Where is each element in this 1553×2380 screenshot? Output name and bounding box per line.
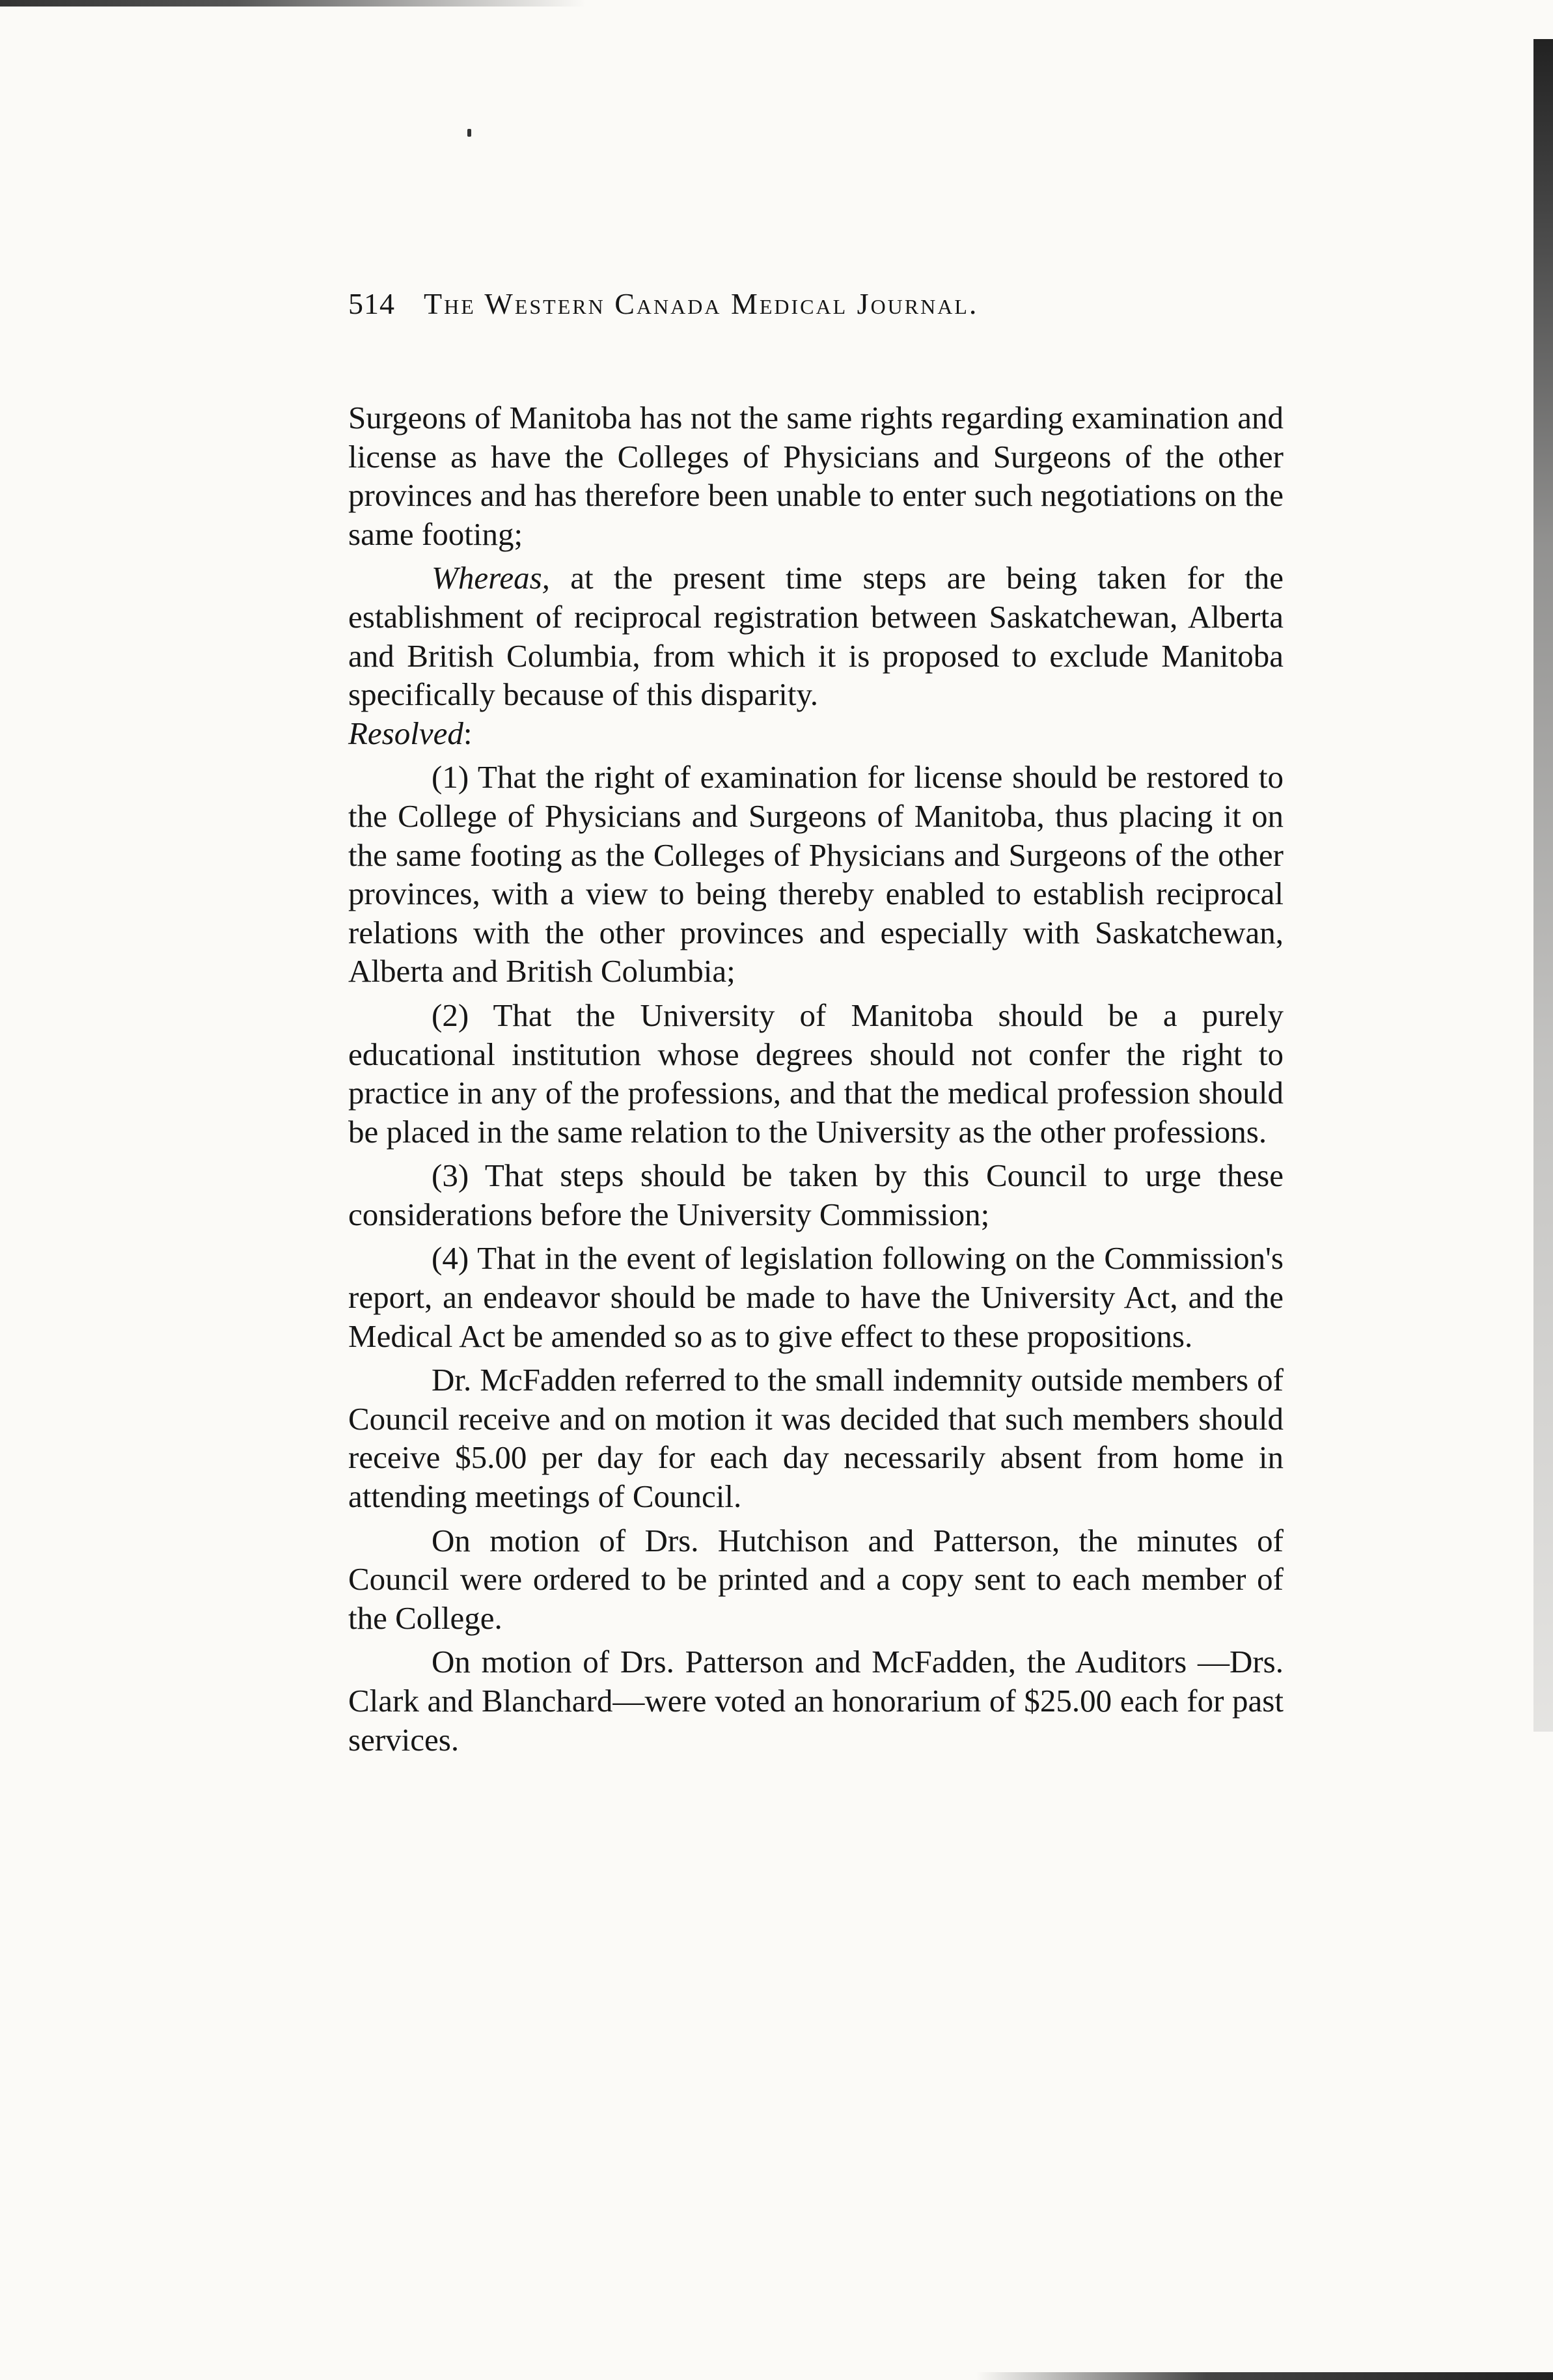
journal-title: The Western Canada Medical Journal. bbox=[424, 287, 979, 320]
paragraph-text: (2) That the University of Manitoba should be a purely educational institution whose degrees should not confer the right to practice in any of the professions, and that the medical profession should be placed in the same relation to the University as the other professions. bbox=[348, 997, 1284, 1150]
paragraph-whereas bbox=[348, 559, 1284, 713]
resolution-item-4 bbox=[348, 1239, 1284, 1355]
resolution-item-3 bbox=[348, 1156, 1284, 1234]
paragraph-text: : bbox=[463, 715, 473, 751]
scan-speck bbox=[467, 129, 471, 137]
paragraph-resolved bbox=[348, 714, 1284, 753]
paragraph-minutes bbox=[348, 1521, 1284, 1638]
paragraph-continuation bbox=[348, 398, 1284, 553]
whereas-lead: Whereas, bbox=[432, 560, 550, 596]
running-head bbox=[348, 286, 1285, 339]
paragraph-text: On motion of Drs. Patterson and McFadden, the Auditors —Drs. Clark and Blanchard—were voted an honorarium of $25.00 each for past services. bbox=[348, 1644, 1284, 1758]
body-text bbox=[348, 398, 1284, 1759]
resolved-lead: Resolved bbox=[348, 715, 463, 751]
scan-top-edge bbox=[0, 0, 586, 7]
paragraph-indemnity bbox=[348, 1361, 1284, 1515]
paragraph-text: Dr. McFadden referred to the small indemnity outside members of Council receive and on motion it was decided that such members should receive $5.00 per day for each day necessarily absent from home in attending meetings of Council. bbox=[348, 1362, 1284, 1515]
page-number: 514 bbox=[348, 287, 395, 320]
scan-bottom-edge bbox=[976, 2372, 1553, 2380]
scan-right-edge bbox=[1533, 39, 1553, 1732]
paragraph-text: at the present time steps are being taken for the establishment of reciprocal registration between Saskatchewan, Alberta and British Columbia, from which it is proposed to exclude Manitoba specifically because of this disparity. bbox=[348, 560, 1284, 713]
paragraph-auditors bbox=[348, 1642, 1284, 1759]
resolution-item-1 bbox=[348, 758, 1284, 991]
paragraph-text: (3) That steps should be taken by this Council to urge these considerations before the University Commission; bbox=[348, 1157, 1284, 1232]
resolution-item-2 bbox=[348, 996, 1284, 1151]
paragraph-text: (4) That in the event of legislation following on the Commission's report, an endeavor should be made to have the University Act, and the Medical Act be amended so as to give effect to these propositions. bbox=[348, 1240, 1284, 1354]
paragraph-text: Surgeons of Manitoba has not the same rights regarding examination and license as have the Colleges of Physicians and Surgeons of the other provinces and has therefore been unable to enter such negotiations on the same footing; bbox=[348, 400, 1284, 552]
paragraph-text: On motion of Drs. Hutchison and Patterson, the minutes of Council were ordered to be printed and a copy sent to each member of the College. bbox=[348, 1522, 1284, 1636]
paragraph-text: (1) That the right of examination for license should be restored to the College of Physicians and Surgeons of Manitoba, thus placing it on the same footing as the Colleges of Physicians and Surgeons of the other provinces, with a view to being thereby enabled to establish reciprocal relations with the other provinces and especially with Saskatchewan, Alberta and British Columbia; bbox=[348, 759, 1284, 989]
